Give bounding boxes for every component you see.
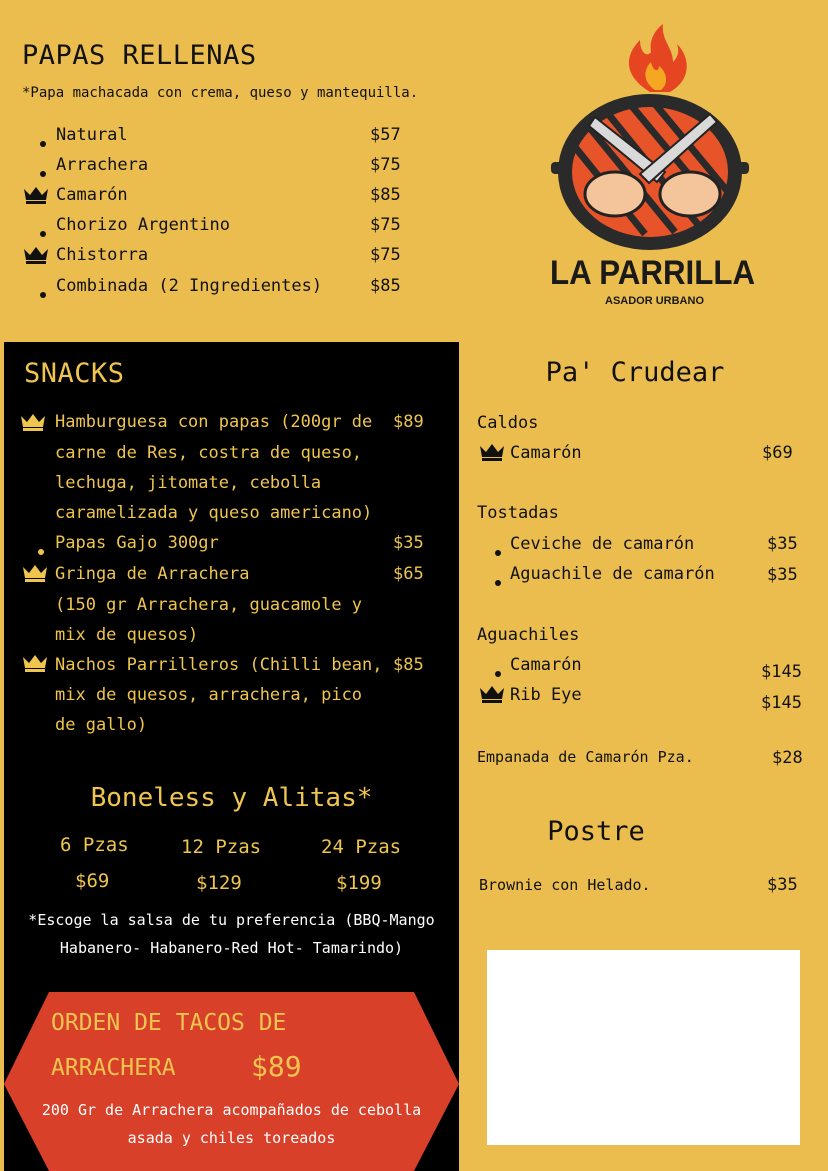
aguachiles-heading: Aguachiles xyxy=(477,625,580,645)
item-line: (150 gr Arrachera, guacamole y xyxy=(55,595,363,615)
item-name: Combinada (2 Ingredientes) xyxy=(56,276,323,296)
logo xyxy=(545,22,765,322)
crown-icon xyxy=(478,442,506,462)
item-name: Aguachile de camarón xyxy=(510,564,715,584)
tacos-desc-2: asada y chiles toreados xyxy=(127,1129,336,1147)
item-price: $35 xyxy=(767,534,798,554)
item-line: Papas Gajo 300gr xyxy=(55,533,219,553)
item-line: lechuga, jitomate, cebolla xyxy=(55,473,322,493)
empanada-price: $28 xyxy=(772,748,803,768)
grill-logo-icon xyxy=(545,22,765,252)
item-price: $35 xyxy=(767,875,798,895)
bullet-icon xyxy=(40,133,56,152)
item-name: Camarón xyxy=(510,655,582,675)
item-price: $75 xyxy=(370,155,401,175)
bullet-icon xyxy=(40,163,56,182)
crown-icon xyxy=(22,185,50,205)
item-line: mix de quesos) xyxy=(55,625,199,645)
item-name: Chorizo Argentino xyxy=(56,215,230,235)
option-qty: 12 Pzas xyxy=(181,836,262,858)
item-line: Gringa de Arrachera xyxy=(55,564,250,584)
item-price: $89 xyxy=(393,412,424,432)
item-line: carne de Res, costra de queso, xyxy=(55,443,363,463)
bullet-icon xyxy=(40,223,56,242)
postre-title: Postre xyxy=(547,816,645,847)
item-price: $85 xyxy=(370,276,401,296)
papas-note: *Papa machacada con crema, queso y mantequilla. xyxy=(22,85,419,101)
boneless-title: Boneless y Alitas* xyxy=(90,783,373,813)
item-line: caramelizada y queso americano) xyxy=(55,503,373,523)
item-name: Arrachera xyxy=(56,155,149,175)
item-name: Camarón xyxy=(56,185,128,205)
tacos-price: $89 xyxy=(251,1050,302,1083)
option-qty: 6 Pzas xyxy=(60,834,129,856)
option-qty: 24 Pzas xyxy=(321,836,402,858)
boneless-note-2: Habanero- Habanero-Red Hot- Tamarindo) xyxy=(59,939,404,957)
bullet-icon xyxy=(495,542,511,561)
item-price: $35 xyxy=(767,565,798,585)
item-line: mix de quesos, arrachera, pico xyxy=(55,685,363,705)
caldos-heading: Caldos xyxy=(477,413,539,433)
papas-title: PAPAS RELLENAS xyxy=(22,40,257,71)
tostadas-heading: Tostadas xyxy=(477,503,559,523)
bullet-icon xyxy=(495,572,511,591)
option-price: $129 xyxy=(196,872,242,894)
empanada-name: Empanada de Camarón Pza. xyxy=(477,748,694,766)
logo-name: LA PARRILLA xyxy=(550,254,756,292)
item-price: $145 xyxy=(761,693,802,713)
item-price: $57 xyxy=(370,125,401,145)
option-price: $199 xyxy=(336,872,382,894)
item-name: Ceviche de camarón xyxy=(510,534,695,554)
item-price: $85 xyxy=(370,185,401,205)
crudear-title: Pa' Crudear xyxy=(545,357,725,388)
item-price: $65 xyxy=(393,564,424,584)
bullet-icon xyxy=(38,541,54,560)
option-price: $69 xyxy=(75,870,110,892)
logo-tagline: ASADOR URBANO xyxy=(605,295,704,307)
snacks-title: SNACKS xyxy=(24,358,125,389)
item-name: Brownie con Helado. xyxy=(479,876,651,894)
crown-icon xyxy=(21,653,49,673)
item-price: $75 xyxy=(370,245,401,265)
item-name: Chistorra xyxy=(56,245,149,265)
bullet-icon xyxy=(40,284,56,303)
tacos-title-2: ARRACHERA xyxy=(51,1055,176,1081)
item-price: $75 xyxy=(370,215,401,235)
tacos-desc-1: 200 Gr de Arrachera acompañados de cebolla xyxy=(41,1101,422,1119)
item-price: $35 xyxy=(393,533,424,553)
item-price: $145 xyxy=(761,662,802,682)
item-line: de gallo) xyxy=(55,715,148,735)
boneless-note-1: *Escoge la salsa de tu preferencia (BBQ-Mango xyxy=(28,911,435,929)
item-name: Camarón xyxy=(510,443,582,463)
blank-panel xyxy=(487,950,800,1145)
bullet-icon xyxy=(495,663,511,682)
item-price: $85 xyxy=(393,655,424,675)
item-price: $69 xyxy=(762,443,793,463)
crown-icon xyxy=(478,684,506,704)
item-name: Rib Eye xyxy=(510,685,582,705)
item-name: Natural xyxy=(56,125,128,145)
tacos-title-1: ORDEN DE TACOS DE xyxy=(51,1010,287,1036)
crown-icon xyxy=(22,245,50,265)
crown-icon xyxy=(21,563,49,583)
item-line: Nachos Parrilleros (Chilli bean, xyxy=(55,655,383,675)
item-line: Hamburguesa con papas (200gr de xyxy=(55,412,373,432)
crown-icon xyxy=(19,412,47,432)
